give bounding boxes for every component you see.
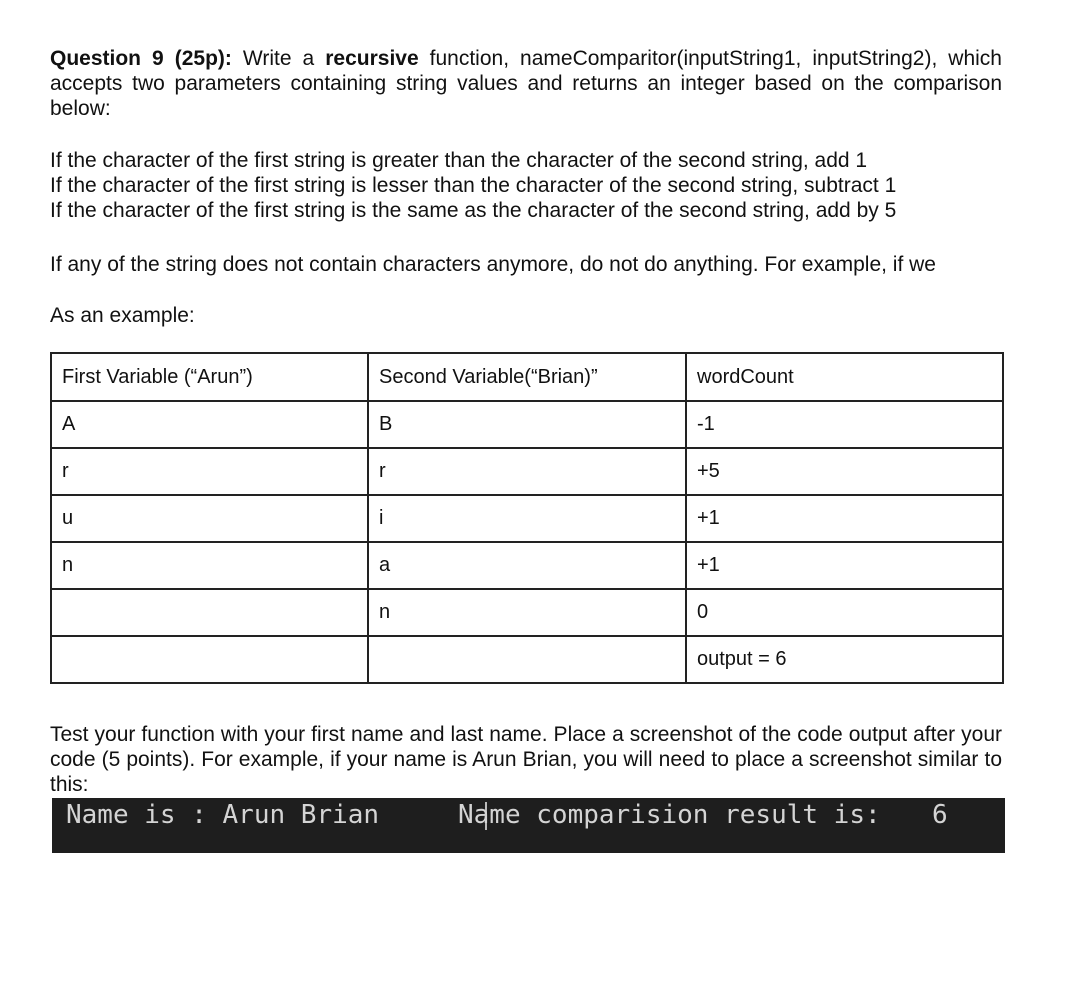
table-row — [51, 636, 1003, 683]
cell-wordcount: 0 — [686, 589, 1003, 636]
rule-lesser: If the character of the first string is lesser than the character of the second string, subtract 1 — [50, 174, 897, 197]
empty-string-note: If any of the string does not contain characters anymore, do not do anything. For example, if we — [50, 253, 936, 276]
cell-first — [51, 636, 368, 683]
question-bold-word: recursive — [325, 47, 419, 70]
rules-list — [50, 148, 1002, 223]
cell-wordcount: +1 — [686, 542, 1003, 589]
cell-second — [368, 636, 686, 683]
cell-first: u — [51, 495, 368, 542]
table-row — [51, 448, 1003, 495]
cell-first — [51, 589, 368, 636]
comparison-table — [50, 352, 1004, 684]
cell-second: a — [368, 542, 686, 589]
table-row — [51, 589, 1003, 636]
table-row — [51, 401, 1003, 448]
example-label: As an example: — [50, 304, 195, 327]
terminal-result-value: 6 — [932, 800, 948, 830]
table-row — [51, 495, 1003, 542]
cell-first: r — [51, 448, 368, 495]
cell-second: B — [368, 401, 686, 448]
question-label: Question 9 (25p): — [50, 47, 232, 70]
table-header-row — [51, 353, 1003, 401]
question-text-1: Write a — [231, 47, 326, 70]
cell-second: i — [368, 495, 686, 542]
test-instruction: Test your function with your first name and last name. Place a screenshot of the code output after your code (5 points). For example, if your name is Arun Brian, you will need to place a screenshot similar to this: — [50, 723, 1002, 796]
cell-first: A — [51, 401, 368, 448]
question-intro — [50, 46, 1002, 121]
cell-wordcount: +1 — [686, 495, 1003, 542]
cell-output: output = 6 — [686, 636, 1003, 683]
header-wordcount: wordCount — [686, 353, 1003, 401]
terminal-result-label: Name comparision result is: — [458, 800, 881, 830]
cell-first: n — [51, 542, 368, 589]
header-first-variable: First Variable (“Arun”) — [51, 353, 368, 401]
cell-second: n — [368, 589, 686, 636]
terminal-output-screenshot — [52, 798, 1005, 853]
cell-wordcount: -1 — [686, 401, 1003, 448]
table-row — [51, 542, 1003, 589]
cell-second: r — [368, 448, 686, 495]
rule-greater: If the character of the first string is greater than the character of the second string, add 1 — [50, 149, 868, 172]
question-text-2: function, nameComparitor(inputString1, inputString2), which accepts two parameters containing string values and returns an integer based on the comparison below: — [50, 47, 1002, 120]
cell-wordcount: +5 — [686, 448, 1003, 495]
header-second-variable: Second Variable(“Brian)” — [368, 353, 686, 401]
rule-same: If the character of the first string is the same as the character of the second string, add by 5 — [50, 199, 897, 222]
terminal-name-text: Name is : Arun Brian — [66, 800, 380, 830]
